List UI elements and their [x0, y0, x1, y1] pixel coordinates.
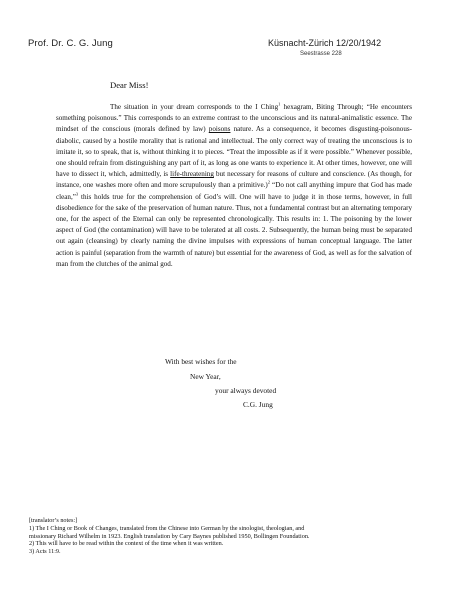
note-line: 3) Acts 11:9. — [29, 548, 61, 556]
body-text: this holds true for the comprehension of God’s will. One will have to judge it in those terms, however, in full disobedience for the sake of the preservation of human nature. Thus, not a fundamental contrast but an alternating temporary one, for the aspect of the Eternal can only be represented chronologically. This results in: 1. The poisoning by the lower aspect of God (the contamination) will have to be tolerated at all costs. 2. Subsequently, the human being must be separated out again (cleansing) by clearly naming the divine impulses with expressions of human conceptual language. The latter action is painful (separation from the warmth of nature) but essential for the awareness of God, as well as for the salvation of man from the clutches of the animal god. — [56, 192, 412, 268]
underlined-word-life-threatening: life-threatening — [170, 170, 214, 179]
note-line: 1) The I Ching or Book of Changes, translated from the Chinese into German by the sinologist, theologian, and — [29, 524, 305, 532]
footnote-ref-1: 1 — [278, 101, 281, 107]
sender-name: Prof. Dr. C. G. Jung — [28, 38, 113, 49]
signature-name: C.G. Jung — [243, 400, 273, 409]
body-text: hexagram, Biting Through; “He encounters something poisonous.” This corresponds to an extreme contrast to the unconscious and its natural-animalistic essence. The mindset of the conscious (morals defined by law) — [56, 103, 412, 134]
closing-line: your always devoted — [215, 386, 277, 395]
body-text: “Do not call anything impure that God has made clean,” — [56, 181, 412, 201]
note-line: 2) This will have to be read within the context of the time when it was written. — [29, 540, 224, 548]
note-line: missionary Richard Wilhelm in 1923. English translation by Cary Baynes published 1950, Bollingen Foundation. — [29, 532, 310, 540]
notes-heading: [translator’s notes:] — [29, 517, 78, 524]
footnote-ref-2: 2 — [267, 180, 271, 186]
closing-line: New Year, — [190, 372, 221, 381]
underlined-word-poisons: poisons — [208, 125, 231, 134]
place-date: Küsnacht-Zürich 12/20/1942 — [268, 38, 382, 48]
body-text: The situation in your dream corresponds to the I Ching — [110, 103, 279, 111]
translator-notes — [29, 517, 449, 556]
street-address: Seestrasse 228 — [300, 51, 342, 57]
footnote-ref-3: 3 — [75, 191, 79, 197]
closing-line: With best wishes for the — [165, 357, 237, 366]
letter-body — [56, 102, 412, 270]
salutation: Dear Miss! — [110, 80, 149, 90]
body-text: but necessary for reasons of culture and conscience. (As though, for instance, one washes more often and more scrupulously than a primitive.) — [56, 170, 412, 190]
body-text: nature. As a consequence, it becomes disgusting-poisonous-diabolic, caused by a hostile morality that is rational and intellectual. The only correct way of treating the unconscious is to imitate it, so to speak, that is, without thinking it to pieces. “Treat the impossible as if it were possible.” Whenever possible, one should refrain from distinguishing any part of it, as long as one wants to experience it. At other times, however, one will have to dissect it, which, admittedly, is — [56, 125, 412, 179]
